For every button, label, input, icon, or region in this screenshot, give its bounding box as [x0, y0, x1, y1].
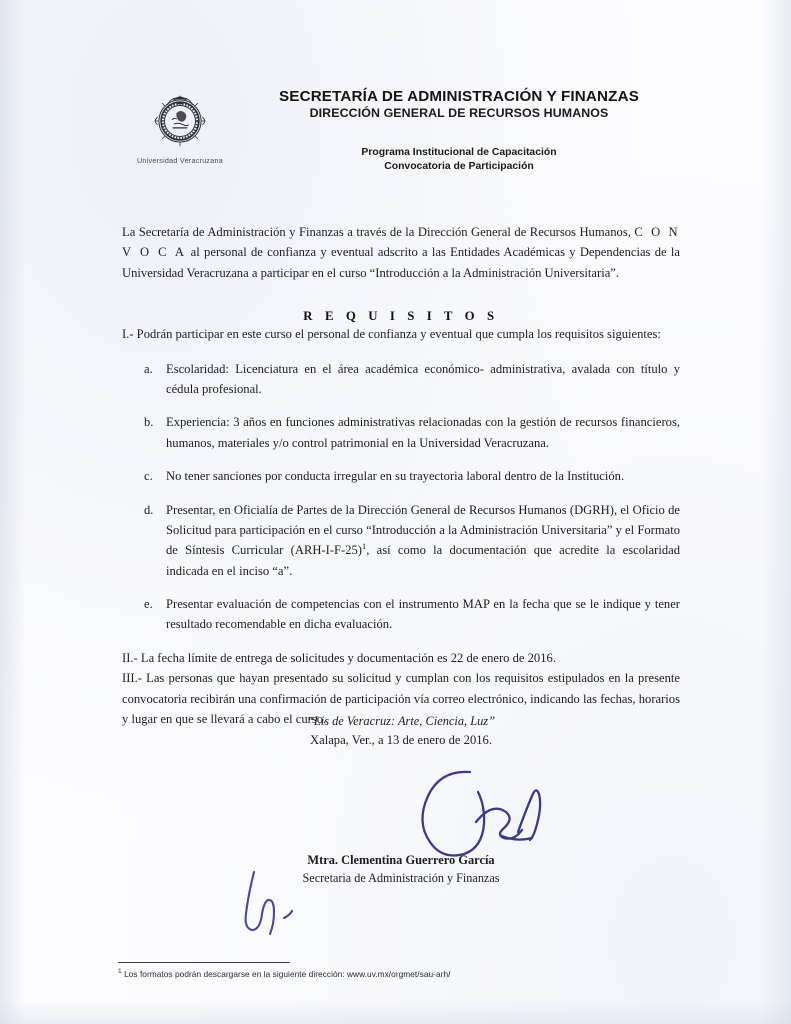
footnote-reference: 1: [362, 542, 367, 552]
footnote-text: Los formatos podrán descargarse en la siguiente dirección: www.uv.mx/orgmet/sau-arh/: [121, 969, 451, 979]
list-item-marker: c.: [144, 469, 153, 484]
section-ii-text: II.- La fecha límite de entrega de solicitudes y documentación es 22 de enero de 2016.: [122, 650, 556, 665]
section-iii-text: III.- Las personas que hayan presentado su solicitud y cumplan con los requisitos estipulados en la presente convocatoria recibirán una confirmación de participación vía correo electrónico, indicando las fechas, horarios y lugar en que se llevará a cabo el curso.: [122, 671, 680, 727]
institution-logo: [132, 90, 228, 165]
intro-text-part-2: al personal de confianza y eventual adscrito a las Entidades Académicas y Dependencias de la Universidad Veracruzana a participar en el curso “Introducción a la Administración Universitaria”.: [122, 245, 680, 280]
document-header: [124, 88, 694, 188]
footnote-block: [118, 962, 678, 979]
header-titles: [224, 88, 694, 174]
list-item-marker: a.: [144, 361, 153, 376]
intro-text-part-1: La Secretaría de Administración y Finanzas a través de la Dirección General de Recursos Humanos,: [122, 225, 635, 239]
institution-logo-caption: Universidad Veracruzana: [136, 156, 224, 165]
list-item: [122, 359, 680, 400]
footnote-content: [118, 969, 678, 979]
list-item-text: Experiencia: 3 años en funciones administrativas relacionadas con la gestión de recursos financieros, humanos, materiales y/o control patrimonial en la Universidad Veracruzana.: [166, 415, 680, 450]
announcement-type: Convocatoria de Participación: [384, 160, 534, 172]
footnote-separator: [118, 962, 290, 963]
university-seal-icon: [149, 90, 211, 152]
list-item-text-before-footnote: Presentar, en Oficialía de Partes de la Dirección General de Recursos Humanos (DGRH), el Oficio de Solicitud para participación en el curso “Introducción a la Administración Universitaria” y el Formato de Síntesis Curricular (ARH-I-F-25): [166, 502, 680, 558]
list-item-marker: d.: [144, 502, 154, 517]
convoca-keyword: C O N V O C A: [122, 225, 680, 260]
directorate-title: DIRECCIÓN GENERAL DE RECURSOS HUMANOS: [309, 106, 609, 121]
closing-block: [122, 712, 680, 750]
list-item: [122, 500, 680, 582]
secretariat-title: SECRETARÍA DE ADMINISTRACIÓN Y FINANZAS: [279, 88, 639, 105]
list-item: [122, 412, 680, 453]
place-and-date: Xalapa, Ver., a 13 de enero de 2016.: [310, 732, 492, 747]
footnote-marker: 1: [118, 968, 122, 976]
section-i-text: I.- Podrán participar en este curso el personal de confianza y eventual que cumpla los requisitos siguientes:: [122, 327, 661, 342]
list-item-marker: e.: [144, 597, 153, 612]
list-item: [122, 466, 680, 486]
list-item-text: No tener sanciones por conducta irregular en su trayectoria laboral dentro de la Institución.: [166, 469, 625, 484]
list-item-marker: b.: [144, 415, 154, 430]
institution-motto: “Lis de Veracruz: Arte, Ciencia, Luz”: [306, 714, 496, 728]
intro-paragraph: [122, 222, 680, 283]
program-subtitle: [224, 146, 694, 174]
list-item: [122, 594, 680, 635]
list-item-text-after-footnote: , así como la documentación que acredite la escolaridad indicada en el inciso “a”.: [166, 543, 681, 578]
signatory-role: Secretaria de Administración y Finanzas: [302, 870, 500, 885]
requisitos-heading: R E Q U I S I T O S: [303, 309, 499, 324]
signatory-name: Mtra. Clementina Guerrero García: [307, 853, 495, 867]
signatory-block: [122, 852, 680, 888]
list-item-text: Presentar evaluación de competencias con el instrumento MAP en la fecha que se le indique y tener resultado recomendable en dicha evaluación.: [166, 597, 680, 632]
requisitos-list: [122, 359, 680, 635]
program-name: Programa Institucional de Capacitación: [361, 146, 557, 158]
document-body: [122, 222, 680, 729]
list-item-text: Escolaridad: Licenciatura en el área académica económico- administrativa, avalada con título y cédula profesional.: [166, 361, 680, 396]
